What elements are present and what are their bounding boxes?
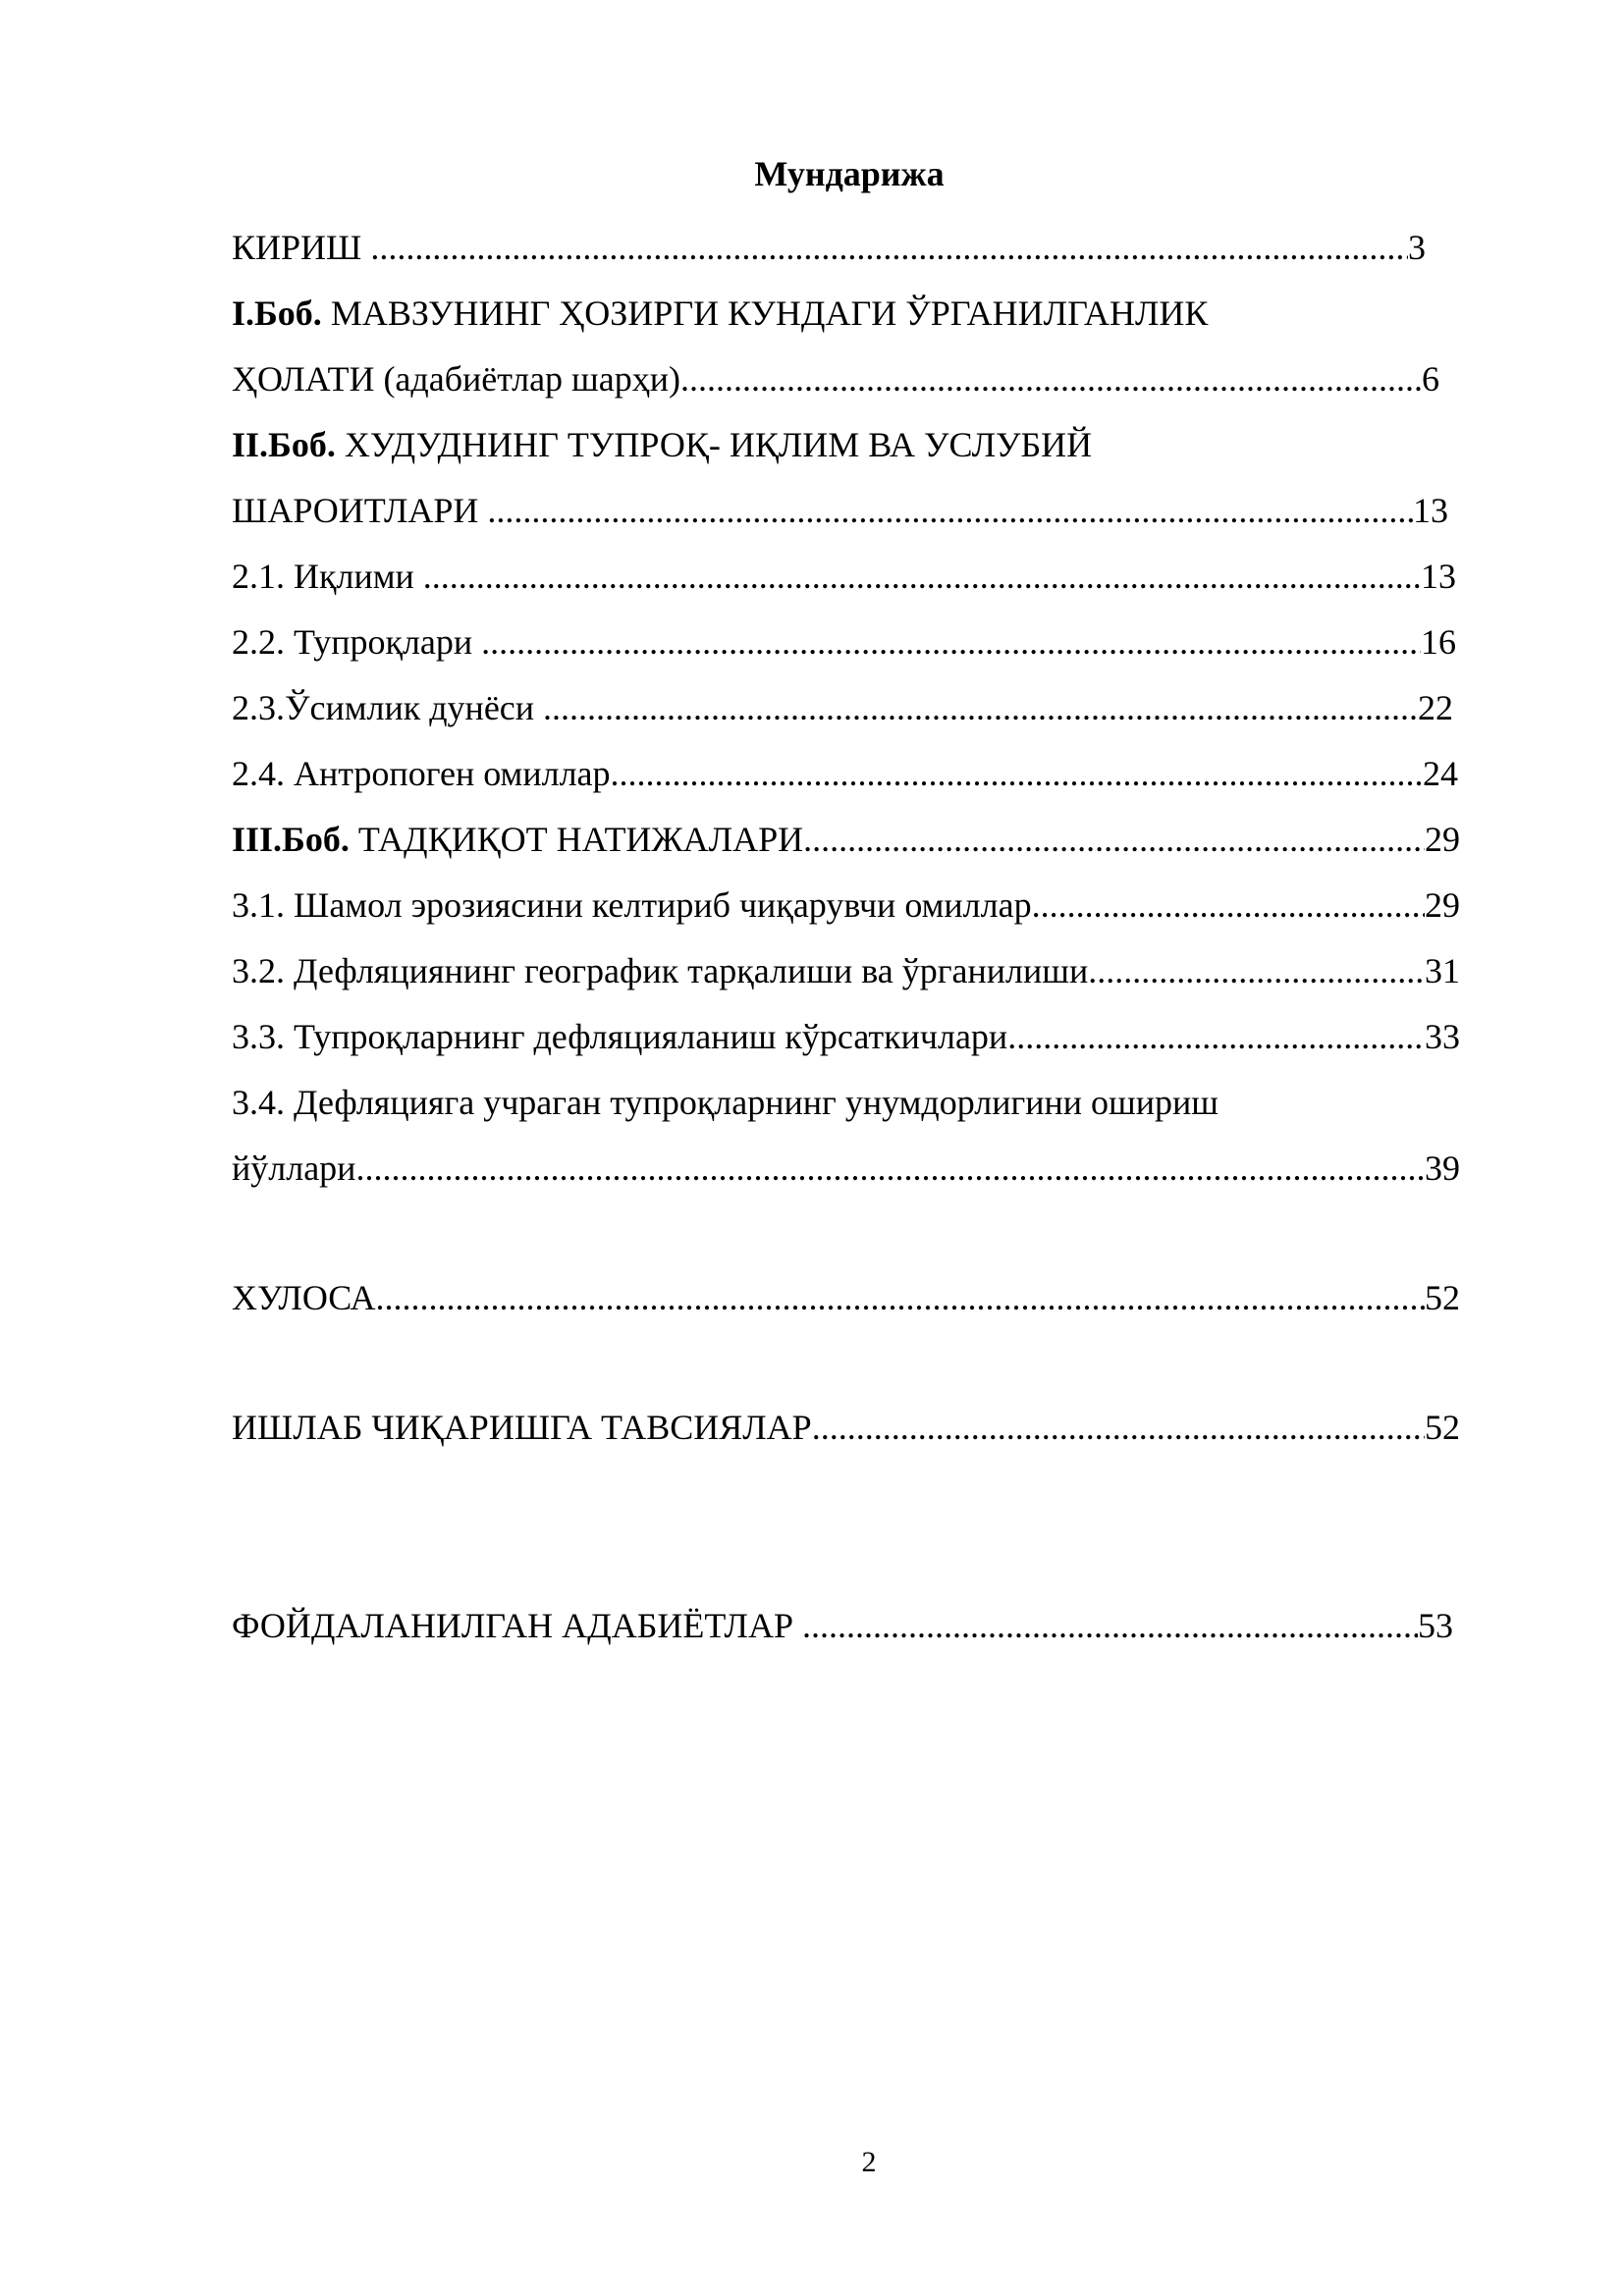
toc-entry-chapter-1-line-2[interactable] [232, 357, 1439, 400]
toc-entry-references[interactable] [232, 1604, 1453, 1647]
toc-leader-dots [376, 1276, 1426, 1319]
toc-leader-dots [1007, 1015, 1425, 1058]
toc-entry-section-3-3[interactable] [232, 1015, 1460, 1058]
toc-page-number: 13 [1413, 491, 1448, 530]
toc-page-number: 16 [1421, 622, 1456, 662]
toc-entry-section-2-4[interactable] [232, 752, 1458, 795]
toc-entry-text: ШАРОИТЛАРИ [232, 491, 488, 530]
toc-leader-dots [487, 489, 1413, 532]
toc-entry-text: 3.4. Дефляцияга учраган тупроқларнинг унумдорлигини ошириш [232, 1083, 1218, 1122]
toc-chapter-label: I.Боб. [232, 294, 322, 333]
toc-entry-text: 3.3. Тупроқларнинг дефляцияланиш кўрсаткичлари [232, 1017, 1008, 1056]
toc-entry-conclusion[interactable] [232, 1276, 1460, 1319]
toc-entry-section-3-1[interactable] [232, 883, 1460, 927]
toc-entry-text: 2.1. Иқлими [232, 557, 423, 596]
toc-entry-chapter-1-line-1[interactable] [232, 292, 1208, 335]
toc-page-number: 24 [1423, 754, 1458, 793]
toc-entry-text: ИШЛАБ ЧИҚАРИШГА ТАВСИЯЛАР [232, 1408, 812, 1447]
toc-leader-dots [481, 620, 1421, 664]
toc-entry-chapter-2-line-1[interactable] [232, 423, 1092, 466]
toc-leader-dots [680, 357, 1422, 400]
page-title: Мундарижа [754, 154, 945, 193]
toc-entry-text: 2.4. Антропоген омиллар [232, 754, 611, 793]
toc-leader-dots [803, 818, 1425, 861]
toc-chapter-label: III.Боб. [232, 820, 350, 859]
toc-entry-text: 2.3.Ўсимлик дунёси [232, 688, 544, 727]
toc-entry-text: йўллари [232, 1148, 356, 1188]
toc-entry-text: 3.2. Дефляциянинг географик тарқалиши ва ўрганилиши [232, 951, 1089, 990]
toc-page-number: 52 [1425, 1278, 1460, 1317]
toc-page-number: 22 [1418, 688, 1453, 727]
toc-page-number: 31 [1425, 951, 1460, 990]
toc-entry-section-2-2[interactable] [232, 620, 1456, 664]
toc-page-number: 13 [1421, 557, 1456, 596]
toc-leader-dots [423, 555, 1421, 598]
toc-page-number: 29 [1425, 885, 1460, 925]
toc-page-number: 3 [1408, 228, 1426, 267]
toc-entry-section-3-4-line-1[interactable] [232, 1081, 1218, 1124]
toc-entry-text: 3.1. Шамол эрозиясини келтириб чиқарувчи омиллар [232, 885, 1032, 925]
toc-leader-dots [1032, 883, 1425, 927]
toc-page-number: 39 [1425, 1148, 1460, 1188]
toc-page-number: 29 [1425, 820, 1460, 859]
toc-entry-section-2-3[interactable] [232, 686, 1453, 729]
toc-leader-dots [812, 1406, 1425, 1449]
toc-leader-dots [370, 226, 1408, 269]
toc-entry-chapter-3[interactable] [232, 818, 1460, 861]
toc-entry-section-2-1[interactable] [232, 555, 1456, 598]
toc-entry-recommendations[interactable] [232, 1406, 1460, 1449]
toc-leader-dots [355, 1147, 1425, 1190]
toc-entry-introduction[interactable] [232, 226, 1426, 269]
toc-entry-chapter-2-line-2[interactable] [232, 489, 1448, 532]
toc-entry-section-3-4-line-2[interactable] [232, 1147, 1460, 1190]
toc-page-number: 33 [1425, 1017, 1460, 1056]
toc-page-number: 6 [1422, 359, 1439, 399]
toc-page-number: 52 [1425, 1408, 1460, 1447]
page-number-footer: 2 [861, 2146, 877, 2178]
toc-chapter-label: II.Боб. [232, 425, 336, 464]
toc-entry-text: ХУЛОСА [232, 1278, 376, 1317]
toc-entry-text: ТАДҚИҚОТ НАТИЖАЛАРИ [349, 820, 804, 859]
toc-leader-dots [802, 1604, 1418, 1647]
toc-leader-dots [611, 752, 1423, 795]
toc-entry-text: 2.2. Тупроқлари [232, 622, 482, 662]
toc-page-number: 53 [1418, 1606, 1453, 1645]
toc-entry-text: ХУДУДНИНГ ТУПРОҚ- ИҚЛИМ ВА УСЛУБИЙ [335, 425, 1093, 464]
toc-entry-text: ФОЙДАЛАНИЛГАН АДАБИЁТЛАР [232, 1606, 802, 1645]
toc-entry-section-3-2[interactable] [232, 949, 1460, 992]
toc-entry-text: МАВЗУНИНГ ҲОЗИРГИ КУНДАГИ ЎРГАНИЛГАНЛИК [321, 294, 1209, 333]
toc-leader-dots [543, 686, 1418, 729]
toc-entry-text: КИРИШ [232, 228, 371, 267]
toc-leader-dots [1088, 949, 1425, 992]
toc-entry-text: ҲОЛАТИ (адабиётлар шарҳи) [232, 359, 680, 399]
